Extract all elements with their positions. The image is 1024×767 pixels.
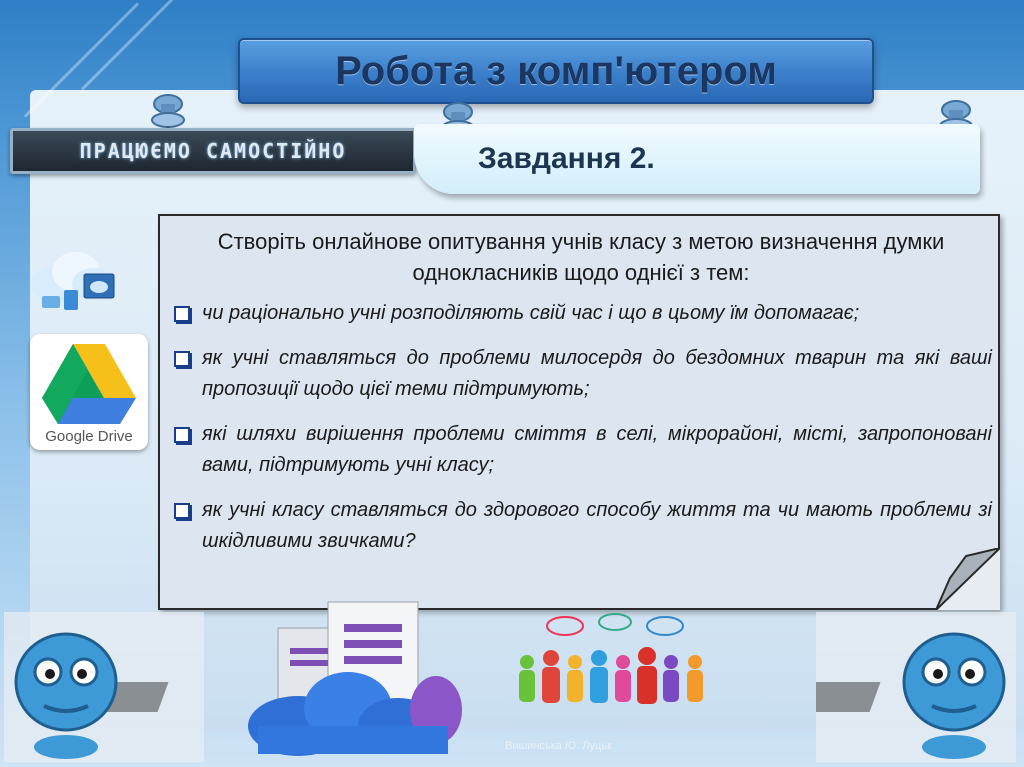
list-item: [172, 298, 992, 329]
robot-icon: [816, 612, 1016, 762]
google-drive-label: Google Drive: [45, 428, 133, 445]
checkbox-bullet-icon: [174, 427, 190, 443]
list-item: [172, 343, 992, 405]
cloud-devices-icon: [28, 244, 120, 314]
checkbox-bullet-icon: [174, 306, 190, 322]
slide-title: Робота з комп'ютером: [335, 48, 777, 93]
checkbox-bullet-icon: [174, 351, 190, 367]
task-description-box: [158, 214, 1000, 610]
work-independently-banner: [10, 128, 416, 174]
banner-label: ПРАЦЮЄМО САМОСТІЙНО: [79, 139, 347, 163]
topic-list: [172, 298, 992, 571]
list-item-text: як учні класу ставляться до здорового способу життя та чи мають проблеми зі шкідливими звичками?: [202, 499, 992, 552]
footer-watermark: Вишинська Ю. Луцьк: [505, 740, 612, 752]
page-curl-decoration: [936, 548, 1000, 610]
list-item: [172, 495, 992, 557]
title-bar: [238, 38, 874, 104]
list-item-text: які шляхи вирішення проблеми сміття в селі, мікрорайоні, місті, запропоновані вами, підтримують учні класу;: [202, 423, 992, 476]
servers-cloud-icon: [238, 598, 468, 760]
robot-icon: [4, 612, 204, 762]
google-drive-icon: [40, 340, 138, 426]
task-title: Завдання 2.: [478, 142, 655, 175]
checkbox-bullet-icon: [174, 503, 190, 519]
task-intro: Створіть онлайнове опитування учнів класу з метою визначення думки однокласників щодо однієї з тем:: [217, 229, 945, 285]
list-item-text: як учні ставляться до проблеми милосердя до бездомних тварин та які ваші пропозиції щодо цієї теми підтримують;: [202, 347, 992, 400]
list-item-text: чи раціонально учні розподіляють свій час і що в цьому їм допомагає;: [202, 302, 860, 324]
list-item: [172, 419, 992, 481]
google-drive-logo: [30, 334, 148, 450]
task-card: [414, 124, 980, 194]
people-chat-icon: [505, 612, 725, 712]
